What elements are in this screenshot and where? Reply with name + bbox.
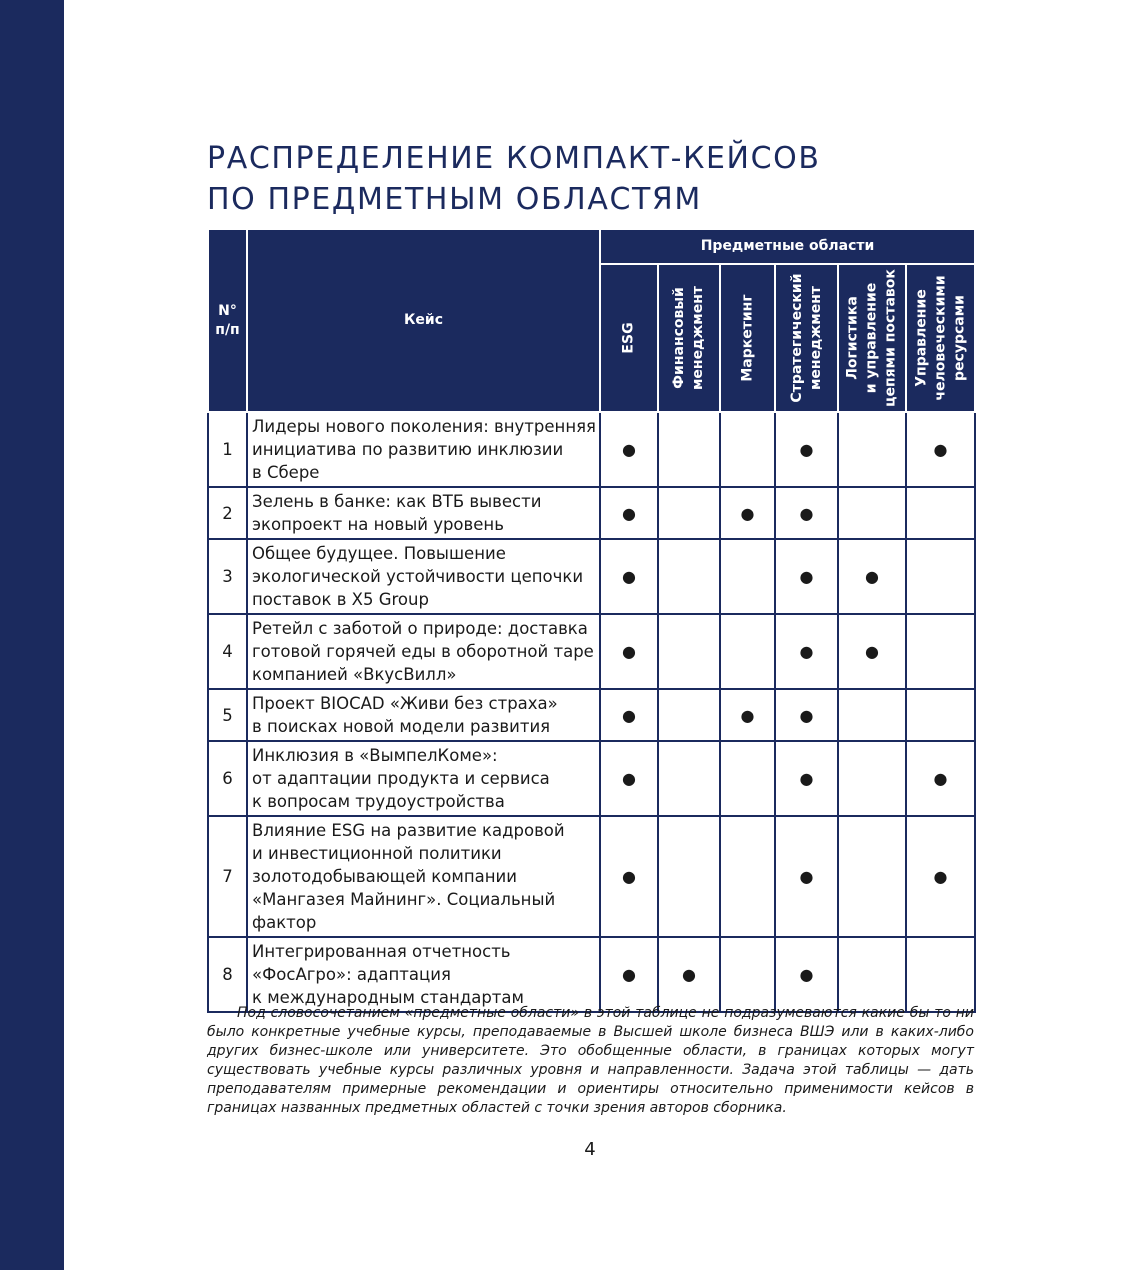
marker-dot-icon: ● <box>933 867 948 886</box>
marker-dot-icon: ● <box>799 705 814 725</box>
case-title-line: готовой горячей еды в оборотной таре <box>252 642 594 661</box>
case-title-line: экопроект на новый уровень <box>252 515 504 534</box>
area-cell <box>775 412 838 487</box>
area-cell <box>838 689 906 741</box>
case-title-line: Ретейл с заботой о природе: доставка <box>252 619 588 638</box>
area-cell <box>906 689 975 741</box>
area-cell <box>658 539 720 614</box>
marker-dot-icon: ● <box>933 769 948 788</box>
area-cell <box>720 741 775 816</box>
header-area-logistics: Логистика и управление цепями поставок <box>838 264 906 412</box>
area-cell <box>720 539 775 614</box>
area-cell <box>658 937 720 1012</box>
marker-dot-icon: ● <box>622 567 636 586</box>
marker-dot-icon: ● <box>799 567 814 586</box>
area-cell <box>838 614 906 689</box>
case-title-line: золотодобывающей компании <box>252 867 517 886</box>
page-title-line-2: ПО ПРЕДМЕТНЫМ ОБЛАСТЯМ <box>207 182 702 217</box>
area-cell <box>600 614 658 689</box>
case-title <box>247 689 600 741</box>
area-cell <box>775 937 838 1012</box>
marker-dot-icon: ● <box>799 769 814 788</box>
header-area-marketing: Маркетинг <box>720 264 775 412</box>
case-title-line: Инклюзия в «ВымпелКоме»: <box>252 746 498 765</box>
case-number: 8 <box>208 937 247 1012</box>
area-cell <box>906 614 975 689</box>
area-cell <box>775 816 838 937</box>
case-title-line: Общее будущее. Повышение <box>252 544 506 563</box>
marker-dot-icon: ● <box>799 867 814 886</box>
area-cell <box>658 614 720 689</box>
area-cell <box>906 937 975 1012</box>
table-row <box>208 816 975 937</box>
case-title-line: фактор <box>252 913 317 932</box>
area-cell <box>600 487 658 539</box>
marker-dot-icon: ● <box>622 965 636 984</box>
marker-dot-icon: ● <box>622 503 636 523</box>
marker-dot-icon: ● <box>799 642 814 661</box>
case-title-line: от адаптации продукта и сервиса <box>252 769 550 788</box>
marker-dot-icon: ● <box>865 567 879 586</box>
header-subject-areas: Предметные области <box>600 229 975 264</box>
case-title <box>247 539 600 614</box>
area-cell <box>906 487 975 539</box>
marker-dot-icon: ● <box>740 503 755 523</box>
area-cell <box>658 816 720 937</box>
page-title <box>207 138 987 220</box>
marker-dot-icon: ● <box>622 440 636 459</box>
area-cell <box>906 816 975 937</box>
case-title <box>247 412 600 487</box>
table-row <box>208 412 975 487</box>
header-case: Кейс <box>247 229 600 412</box>
area-cell <box>720 937 775 1012</box>
header-area-strategy: Стратегический менеджмент <box>775 264 838 412</box>
area-cell <box>906 741 975 816</box>
case-title-line: Интегрированная отчетность <box>252 942 511 961</box>
case-title-line: поставок в X5 Group <box>252 590 429 609</box>
area-cell <box>600 816 658 937</box>
marker-dot-icon: ● <box>799 503 814 523</box>
area-cell <box>775 689 838 741</box>
marker-dot-icon: ● <box>799 440 814 459</box>
marker-dot-icon: ● <box>865 642 879 661</box>
case-title-line: к международным стандартам <box>252 988 524 1007</box>
area-cell <box>600 689 658 741</box>
area-cell <box>658 487 720 539</box>
case-title-line: в поисках новой модели развития <box>252 717 551 736</box>
case-number: 1 <box>208 412 247 487</box>
side-color-strip <box>0 0 64 1270</box>
area-cell <box>720 412 775 487</box>
area-cell <box>658 741 720 816</box>
area-cell <box>838 741 906 816</box>
case-title <box>247 614 600 689</box>
header-area-hr: Управление человеческими ресурсами <box>906 264 975 412</box>
area-cell <box>658 689 720 741</box>
area-cell <box>775 539 838 614</box>
case-title-line: экологической устойчивости цепочки <box>252 567 584 586</box>
area-cell <box>720 487 775 539</box>
marker-dot-icon: ● <box>740 705 755 725</box>
marker-dot-icon: ● <box>682 965 696 984</box>
case-title-line: «ФосАгро»: адаптация <box>252 965 451 984</box>
marker-dot-icon: ● <box>622 867 636 886</box>
table-row <box>208 487 975 539</box>
case-number: 4 <box>208 614 247 689</box>
area-cell <box>600 937 658 1012</box>
area-cell <box>838 412 906 487</box>
case-number: 2 <box>208 487 247 539</box>
area-cell <box>838 487 906 539</box>
marker-dot-icon: ● <box>622 705 636 725</box>
area-cell <box>838 539 906 614</box>
marker-dot-icon: ● <box>933 440 948 459</box>
marker-dot-icon: ● <box>622 642 636 661</box>
footnote: Под словосочетанием «предметные области» в этой таблице не подразумеваются какие бы то ни было конкретные учебные курсы, преподаваемые в Высшей школе бизнеса ВШЭ или в каких-либо других бизнес-школе или университете. Это обобщенные области, в границах которых могут существовать учебные курсы различных уровня и направленности. Задача этой таблицы — дать преподавателям примерные рекомендации и ориентиры относительно применимости кейсов в границах названных предметных областей с точки зрения авторов сборника. <box>207 1005 974 1116</box>
case-title-line: в Сбере <box>252 463 320 482</box>
marker-dot-icon: ● <box>799 965 814 984</box>
area-cell <box>775 741 838 816</box>
case-title-line: к вопросам трудоустройства <box>252 792 505 811</box>
cases-table <box>207 228 976 1013</box>
header-area-finance: Финансовый менеджмент <box>658 264 720 412</box>
area-cell <box>775 614 838 689</box>
case-number: 3 <box>208 539 247 614</box>
table-row <box>208 614 975 689</box>
marker-dot-icon: ● <box>622 769 636 788</box>
case-title-line: Влияние ESG на развитие кадровой <box>252 821 565 840</box>
table-row <box>208 937 975 1012</box>
table-row <box>208 689 975 741</box>
page-title-line-1: РАСПРЕДЕЛЕНИЕ КОМПАКТ-КЕЙСОВ <box>207 141 821 176</box>
case-title-line: и инвестиционной политики <box>252 844 502 863</box>
area-cell <box>775 487 838 539</box>
area-cell <box>838 816 906 937</box>
case-title <box>247 937 600 1012</box>
area-cell <box>838 937 906 1012</box>
case-title <box>247 487 600 539</box>
header-number: N° п/п <box>208 229 247 412</box>
case-number: 7 <box>208 816 247 937</box>
case-title-line: Проект BIOCAD «Живи без страха» <box>252 694 558 713</box>
page-number: 4 <box>584 1139 596 1160</box>
area-cell <box>720 614 775 689</box>
table-row <box>208 741 975 816</box>
area-cell <box>600 741 658 816</box>
area-cell <box>658 412 720 487</box>
area-cell <box>906 539 975 614</box>
case-title <box>247 816 600 937</box>
area-cell <box>720 816 775 937</box>
case-title-line: «Мангазея Майнинг». Социальный <box>252 890 556 909</box>
header-area-esg: ESG <box>600 264 658 412</box>
case-title <box>247 741 600 816</box>
case-number: 6 <box>208 741 247 816</box>
area-cell <box>600 539 658 614</box>
case-title-line: Лидеры нового поколения: внутренняя <box>252 417 596 436</box>
case-title-line: компанией «ВкусВилл» <box>252 665 457 684</box>
area-cell <box>600 412 658 487</box>
area-cell <box>720 689 775 741</box>
case-number: 5 <box>208 689 247 741</box>
case-title-line: инициатива по развитию инклюзии <box>252 440 564 459</box>
table-row <box>208 539 975 614</box>
area-cell <box>906 412 975 487</box>
case-title-line: Зелень в банке: как ВТБ вывести <box>252 492 542 511</box>
